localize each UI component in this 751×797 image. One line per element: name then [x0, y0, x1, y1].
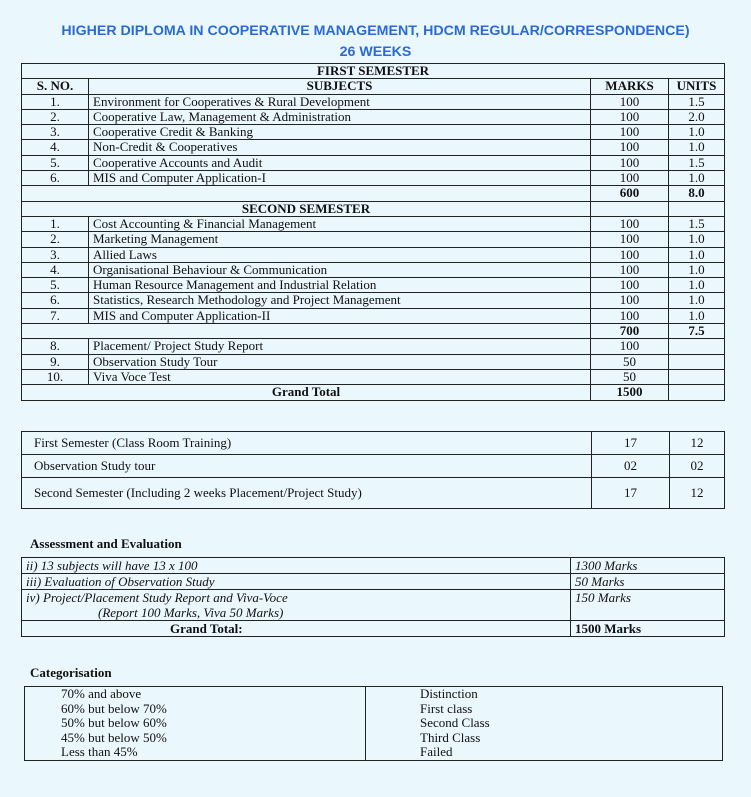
table-row: 9. Observation Study Tour 50: [22, 354, 725, 369]
assessment-total-row: [22, 621, 725, 637]
grand-total-row: [22, 385, 725, 400]
second-semester-header: SECOND SEMESTER: [22, 201, 591, 216]
duration-summary-table: [21, 431, 725, 509]
table-row: 3. Cooperative Credit & Banking 100 1.0: [22, 125, 725, 140]
col-subjects-header: SUBJECTS: [89, 79, 591, 94]
assessment-total-value: 1500 Marks: [571, 621, 725, 637]
first-semester-header: FIRST SEMESTER: [22, 64, 725, 79]
table-row: 1. Environment for Cooperatives & Rural Development 100 1.5: [22, 94, 725, 109]
first-semester-total-row: [22, 186, 725, 201]
second-total-units: 7.5: [669, 324, 725, 339]
table-row: 5. Human Resource Management and Industrial Relation 100 1.0: [22, 278, 725, 293]
assessment-heading: Assessment and Evaluation: [30, 536, 182, 551]
table-row: 45% but below 50% Third Class: [25, 731, 723, 746]
table-row: 8. Placement/ Project Study Report 100: [22, 339, 725, 354]
table-row: 4. Organisational Behaviour & Communication 100 1.0: [22, 262, 725, 277]
categorisation-table: [24, 686, 723, 761]
table-row: 3. Allied Laws 100 1.0: [22, 247, 725, 262]
page-title: [0, 21, 751, 63]
table-row: 2. Cooperative Law, Management & Administration 100 2.0: [22, 109, 725, 124]
table-row: iii) Evaluation of Observation Study 50 Marks: [22, 574, 725, 590]
assessment-total-label: Grand Total:: [22, 621, 571, 637]
table-row: Less than 45% Failed: [25, 745, 723, 760]
table-row: 2. Marketing Management 100 1.0: [22, 232, 725, 247]
table-row: ii) 13 subjects will have 13 x 100 1300 Marks: [22, 558, 725, 574]
col-units-header: UNITS: [669, 79, 725, 94]
title-line-1: HIGHER DIPLOMA IN COOPERATIVE MANAGEMENT, HDCM REGULAR/CORRESPONDENCE): [61, 23, 690, 39]
col-marks-header: MARKS: [591, 79, 669, 94]
table-row: 70% and above Distinction: [25, 687, 723, 702]
table-row: 5. Cooperative Accounts and Audit 100 1.5: [22, 155, 725, 170]
col-sno-header: S. NO.: [22, 79, 89, 94]
second-semester-total-row: [22, 324, 725, 339]
title-line-2: 26 WEEKS: [339, 44, 412, 60]
table-row: 10. Viva Voce Test 50: [22, 369, 725, 384]
grand-total-label: Grand Total: [22, 385, 591, 400]
table-row: First Semester (Class Room Training) 17 12: [22, 432, 725, 455]
second-total-marks: 700: [591, 324, 669, 339]
assessment-table: [21, 557, 725, 637]
first-total-marks: 600: [591, 186, 669, 201]
table-row: iv) Project/Placement Study Report and Viva-Voce (Report 100 Marks, Viva 50 Marks) 150 Marks: [22, 590, 725, 621]
table-row: 1. Cost Accounting & Financial Management 100 1.5: [22, 216, 725, 231]
table-row: 4. Non-Credit & Cooperatives 100 1.0: [22, 140, 725, 155]
table-row: 60% but below 70% First class: [25, 702, 723, 717]
table-row: 6. MIS and Computer Application-I 100 1.0: [22, 171, 725, 186]
table-row: 7. MIS and Computer Application-II 100 1.0: [22, 308, 725, 323]
grand-total-marks: 1500: [591, 385, 669, 400]
table-row: Observation Study tour 02 02: [22, 455, 725, 478]
categorisation-heading: Categorisation: [30, 665, 112, 680]
table-row: Second Semester (Including 2 weeks Placement/Project Study) 17 12: [22, 478, 725, 509]
table-row: 6. Statistics, Research Methodology and Project Management 100 1.0: [22, 293, 725, 308]
table-row: 50% but below 60% Second Class: [25, 716, 723, 731]
curriculum-table: [21, 63, 725, 401]
first-total-units: 8.0: [669, 186, 725, 201]
